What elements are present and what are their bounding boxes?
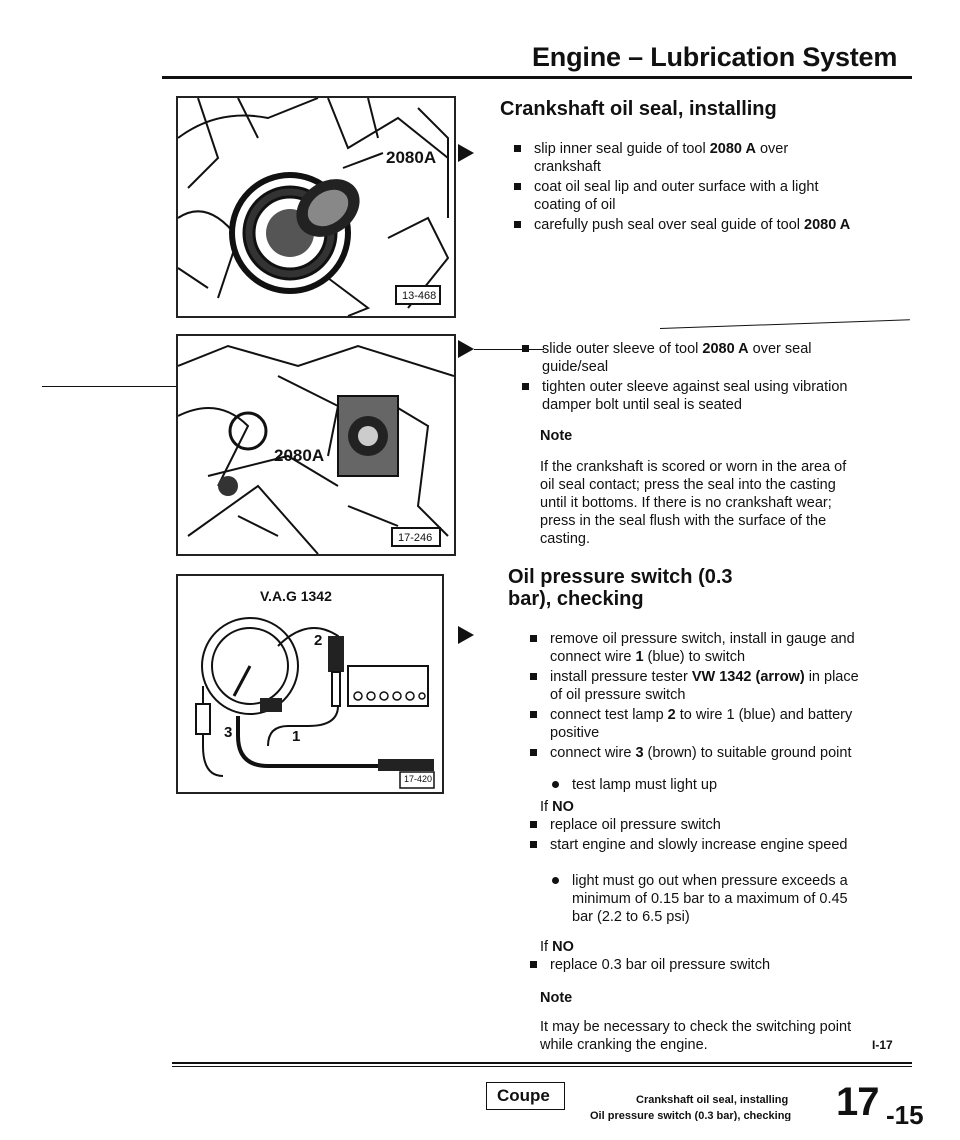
list-item: connect test lamp 2 to wire 1 (blue) and battery positive [528, 706, 868, 742]
list-item: connect wire 3 (brown) to suitable ground point [528, 744, 868, 762]
figure-ref: 17-420 [404, 774, 433, 784]
list-item: replace oil pressure switch [528, 816, 868, 834]
list-item: install pressure tester VW 1342 (arrow) in place of oil pressure switch [528, 668, 868, 704]
list-item: remove oil pressure switch, install in gauge and connect wire 1 (blue) to switch [528, 630, 868, 666]
figure-outer-sleeve [176, 334, 456, 556]
page-title: Engine – Lubrication System [532, 42, 898, 72]
section-heading-crankshaft-seal: Crankshaft oil seal, installing [500, 98, 777, 120]
pointer-arrow [458, 144, 474, 162]
note-text: It may be necessary to check the switching point while cranking the engine. [540, 1019, 852, 1053]
tester-illustration [178, 576, 442, 792]
callout-1: 1 [292, 728, 301, 745]
steps-outer-sleeve [520, 340, 870, 416]
list-item: start engine and slowly increase engine speed [528, 836, 868, 854]
pointer-arrow [458, 340, 474, 358]
model-badge: Coupe [486, 1082, 565, 1110]
if-no-label: If NO [540, 799, 574, 815]
header-rule [162, 76, 912, 79]
footer-rule [172, 1062, 912, 1064]
section-heading-oil-pressure-switch: Oil pressure switch (0.3 bar), checking [508, 566, 733, 610]
check-lamp-off [528, 872, 868, 926]
page-ref: I-17 [872, 1038, 893, 1052]
if-no-label: If NO [540, 939, 574, 955]
list-item: coat oil seal lip and outer surface with a light coating of oil [512, 178, 852, 214]
figure-pressure-tester [176, 574, 444, 794]
steps-replace [528, 816, 868, 856]
list-item: carefully push seal over seal guide of tool 2080 A [512, 216, 852, 234]
pointer-arrow [458, 626, 474, 644]
tool-label: 2080A [386, 148, 437, 167]
check-lamp-on [528, 776, 868, 794]
list-item: tighten outer sleeve against seal using vibration damper bolt until seal is seated [520, 378, 870, 414]
page-number-major: 17 [836, 1080, 879, 1124]
page-number-minor: -15 [886, 1100, 924, 1130]
callout-2: 2 [314, 632, 323, 649]
note-text: If the crankshaft is scored or worn in the area of oil seal contact; press the seal into the casting until it bottoms. If there is no crankshaft wear; press in the seal flush with the surface of the casting. [540, 459, 847, 547]
figure-seal-guide [176, 96, 456, 318]
divider-line [42, 386, 176, 387]
footer-line-1: Crankshaft oil seal, installing [636, 1094, 789, 1106]
tool-label: 2080A [274, 446, 325, 465]
engine-illustration [178, 336, 454, 554]
steps-pressure-test [528, 630, 868, 764]
footer-rule [172, 1066, 912, 1067]
figure-ref: 17-246 [398, 532, 433, 544]
list-item: replace 0.3 bar oil pressure switch [528, 956, 868, 974]
list-item: test lamp must light up [528, 776, 868, 794]
list-item: light must go out when pressure exceeds a minimum of 0.15 bar to a maximum of 0.45 bar (2.2 to 6.5 psi) [528, 872, 868, 926]
list-item: slip inner seal guide of tool 2080 A over crankshaft [512, 140, 852, 176]
list-item: slide outer sleeve of tool 2080 A over seal guide/seal [520, 340, 870, 376]
tester-label: V.A.G 1342 [260, 588, 332, 604]
footer-line-2: Oil pressure switch (0.3 bar), checking [590, 1110, 792, 1121]
steps-replace-switch [528, 956, 868, 976]
engine-illustration [178, 98, 454, 316]
divider-line [660, 319, 910, 329]
callout-3: 3 [224, 724, 233, 741]
figure-ref: 13-468 [402, 290, 437, 302]
note-label: Note [540, 428, 573, 444]
steps-seal-guide [512, 140, 852, 236]
note-label: Note [540, 990, 573, 1006]
